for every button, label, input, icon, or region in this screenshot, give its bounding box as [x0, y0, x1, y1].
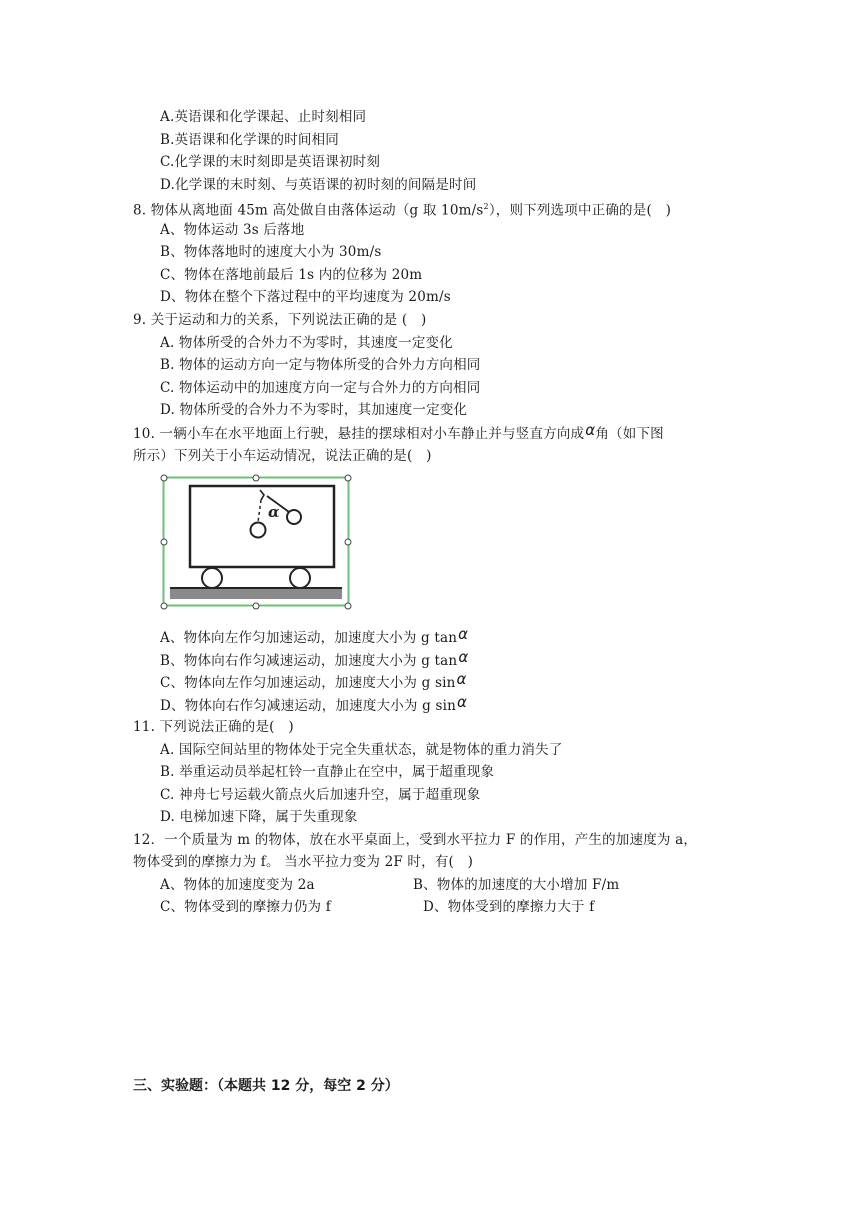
q10-option-d: [160, 695, 467, 716]
q8-stem-b: ），则下列选项中正确的是( ): [488, 202, 672, 219]
q12-option-d: D、物体受到的摩擦力大于 f: [423, 899, 595, 915]
q12-option-b: B、物体的加速度的大小增加 F/m: [413, 877, 620, 893]
q9-option-a: A. 物体所受的合外力不为零时，其速度一定变化: [160, 335, 453, 351]
q11-option-d: D. 电梯加速下降，属于失重现象: [160, 809, 358, 825]
q7-option-c: C.化学课的末时刻即是英语课初时刻: [160, 154, 381, 170]
q8-option-d: D、物体在整个下落过程中的平均速度为 20m/s: [160, 289, 451, 305]
q11-stem: 11. 下列说法正确的是( ): [133, 719, 294, 735]
q10-stem: [133, 423, 664, 444]
q10-option-a-text: A、物体向左作匀加速运动，加速度大小为 g tan: [160, 630, 458, 646]
q8-stem: [133, 197, 671, 221]
alpha-symbol: α: [458, 648, 469, 666]
q7-option-a: A.英语课和化学课起、止时刻相同: [160, 109, 367, 125]
alpha-symbol: α: [456, 670, 467, 688]
q7-option-b: B.英语课和化学课的时间相同: [160, 132, 340, 148]
q10-option-b-text: B、物体向右作匀减速运动，加速度大小为 g tan: [160, 653, 458, 669]
alpha-symbol: α: [457, 693, 468, 711]
right-wheel: [290, 568, 310, 588]
q10-option-d-text: D、物体向右作匀减速运动，加速度大小为 g sin: [160, 698, 456, 714]
q9-option-b: B. 物体的运动方向一定与物体所受的合外力方向相同: [160, 357, 481, 373]
q12-option-c: C、物体受到的摩擦力仍为 f: [160, 899, 331, 915]
alpha-symbol: α: [585, 421, 596, 439]
q10-option-b: [160, 650, 468, 671]
q8-stem-a: 8. 物体从离地面 45m 高处做自由落体运动（g 取 10m/s: [133, 202, 484, 219]
q12-stem-line1: 12．一个质量为 m 的物体，放在水平桌面上，受到水平拉力 F 的作用，产生的加速度为 a，: [133, 832, 698, 848]
q10-option-c-text: C、物体向左作匀加速运动，加速度大小为 g sin: [160, 675, 456, 691]
cart-pendulum-figure[interactable]: [160, 474, 352, 610]
q12-stem-line2: 物体受到的摩擦力为 f。 当水平拉力变为 2F 时，有( ): [133, 854, 474, 870]
q11-option-b: B. 举重运动员举起杠铃一直静止在空中，属于超重现象: [160, 764, 495, 780]
q8-option-a: A、物体运动 3s 后落地: [160, 222, 305, 238]
q10-stem-b: 角（如下图: [595, 426, 664, 442]
alpha-symbol: α: [458, 625, 469, 643]
left-wheel: [202, 568, 222, 588]
section-heading: 三、实验题：（本题共 12 分，每空 2 分）: [133, 1078, 399, 1094]
q10-stem-line2: 所示）下列关于小车运动情况，说法正确的是( ): [133, 448, 432, 464]
q10-option-a: [160, 627, 468, 648]
pendulum-ball: [287, 510, 301, 524]
figure-alpha-label: α: [268, 503, 280, 521]
q10-option-c: [160, 672, 467, 693]
q12-option-a: A、物体的加速度变为 2a: [160, 877, 315, 893]
q9-option-c: C. 物体运动中的加速度方向一定与合外力的方向相同: [160, 380, 481, 396]
reference-ball: [251, 523, 266, 538]
q7-option-d: D.化学课的末时刻、与英语课的初时刻的间隔是时间: [160, 177, 477, 193]
q8-stem-sup: 2: [483, 202, 489, 211]
q11-option-a: A. 国际空间站里的物体处于完全失重状态，就是物体的重力消失了: [160, 742, 563, 758]
q8-option-b: B、物体落地时的速度大小为 30m/s: [160, 244, 382, 260]
q9-option-d: D. 物体所受的合外力不为零时，其加速度一定变化: [160, 402, 468, 418]
ground: [170, 588, 342, 599]
q11-option-c: C. 神舟七号运载火箭点火后加速升空，属于超重现象: [160, 787, 481, 803]
q8-option-c: C、物体在落地前最后 1s 内的位移为 20m: [160, 267, 423, 283]
q10-stem-a: 10. 一辆小车在水平地面上行驶，悬挂的摆球相对小车静止并与竖直方向成: [133, 426, 585, 442]
q9-stem: 9. 关于运动和力的关系，下列说法正确的是 ( ): [133, 312, 427, 328]
